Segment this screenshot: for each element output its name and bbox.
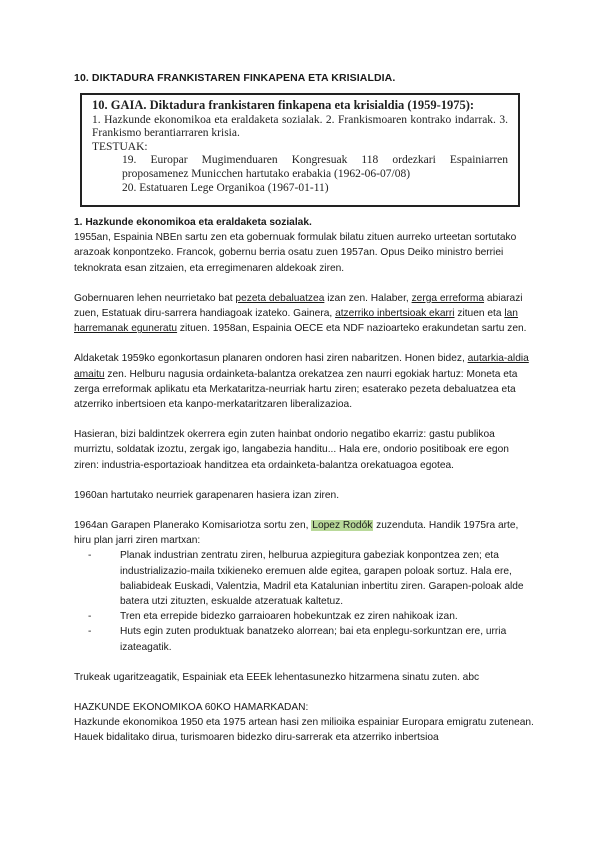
paragraph-2: Gobernuaren lehen neurrietako bat pezeta debaluatzea izan zen. Halaber, zerga erreforma abiarazi zuen, Estatuak diru-sarrera handiagoak izateko. Gainera, atzerriko inbertsioak ekarri zituen eta lan harremanak eguneratu zituen. 1958an, Espainia OECE eta NDF nazioarteko erakundetan sartu zen. bbox=[74, 292, 527, 335]
text-item-19: 19. Europar Mugimenduaren Kongresuak 118 ordezkari Espainiarren proposamenez Municchen hartutako erabakia (1962-06-07/08) bbox=[122, 154, 508, 180]
paragraph-7: Trukeak ugaritzeagatik, Espainiak eta EEEk lehentasunezko hitzarmena sinatu zuten. abc bbox=[74, 671, 480, 683]
paragraph-4: Hasieran, bizi baldintzek okerrera egin zuten hainbat ondorio negatibo ekarriz: gastu publikoa murriztu, soldatak izoztu, zergak igo, langabezia handitu... Hala ere, ondorio positiboak ere egon ziren: industria-esportazioak handitzea eta ordainketa-balantza orekatuagoa egotea. bbox=[74, 429, 509, 471]
paragraph-1: 1955an, Espainia NBEn sartu zen eta gobernuak formulak bilatu zituen aurreko urteetan sortutako arazoak konpontzeko. Francok, gobernu berria osatu zuen 1957an. Opus Deiko ministro berriei teknokrata esan zitzaien, eta erregimenaren aldekoak ziren. bbox=[74, 232, 517, 274]
document-body bbox=[74, 215, 536, 746]
underlined-pezeta: pezeta debaluatzea bbox=[235, 292, 325, 304]
texts-list bbox=[92, 154, 508, 195]
list-item: - Tren eta errepide bidezko garraioaren hobekuntzak ez ziren nahikoak izan. bbox=[88, 611, 458, 623]
section-heading: 1. Hazkunde ekonomikoa eta eraldaketa sozialak. bbox=[74, 217, 312, 228]
underlined-lan: lan harremanak eguneratu bbox=[74, 308, 518, 335]
list-item: - Huts egin zuten produktuak banatzeko alorrean; bai eta enplegu-sorkuntzan ere, urria izateagatik. bbox=[88, 626, 507, 653]
document-title: 10. DIKTADURA FRANKISTAREN FINKAPENA ETA KRISIALDIA. bbox=[74, 72, 396, 84]
box-topics: 1. Hazkunde ekonomikoa eta eraldaketa sozialak. 2. Frankismoaren kontrako indarrak. 3. Frankismo berantiarraren krisia. bbox=[92, 113, 508, 140]
box-heading: 10. GAIA. Diktadura frankistaren finkapena eta krisialdia (1959-1975): bbox=[92, 98, 475, 112]
text-item-20: 20. Estatuaren Lege Organikoa (1967-01-11) bbox=[122, 181, 329, 194]
topic-summary-box bbox=[80, 93, 520, 207]
texts-label: TESTUAK: bbox=[92, 140, 148, 153]
underlined-zerga: zerga erreforma bbox=[411, 292, 485, 304]
underlined-autarkia: autarkia-aldia amaitu bbox=[74, 353, 529, 380]
list-item: - Planak industrian zentratu ziren, helburua azpiegitura gabeziak konpontzea zen; eta industrializazio-maila txikieneko eremuen alde egitea, garapen poloak sortuz. Hala ere, baliabideak Euskadi, Valentzia, Madril eta Katalunian inbertitu ziren. Garapen-poloak alde batera utzi zituzten, eskualde atzeratuak kaltetuz. bbox=[88, 550, 524, 608]
highlighted-name: Lopez Rodók bbox=[312, 520, 373, 532]
subheading: HAZKUNDE EKONOMIKOA 60KO HAMARKADAN: bbox=[74, 702, 309, 714]
paragraph-6: 1964an Garapen Planerako Komisariotza sortu zen, Lopez Rodók zuzenduta. Handik 1975ra arte, hiru plan jarri ziren martxan: bbox=[74, 520, 519, 547]
underlined-inbertsioak: atzerriko inbertsioak ekarri bbox=[335, 308, 455, 320]
paragraph-8: Hazkunde ekonomikoa 1950 eta 1975 artean hasi zen milioika espainiar Europara emigratu zutenean. Hauek bidalitako dirua, turismoaren bidezko diru-sarrerak eta atzerriko inbertsioa bbox=[74, 717, 534, 744]
plans-list bbox=[74, 548, 536, 654]
paragraph-3: Aldaketak 1959ko egonkortasun planaren ondoren hasi ziren nabaritzen. Honen bidez, autarkia-aldia amaitu zen. Helburu nagusia ordainketa-balantza orekatzea zen naurri egokiak hartuz: Moneta eta zerga erreformak aplikatu eta Merkataritza-neurriak hartu ziren; esaterako pezeta debaluatzea eta atzerriko inbertsioen eta kanpo-merkataritzaren liberalizazioa. bbox=[74, 353, 529, 411]
paragraph-5: 1960an hartutako neurriek garapenaren hasiera izan ziren. bbox=[74, 489, 340, 501]
